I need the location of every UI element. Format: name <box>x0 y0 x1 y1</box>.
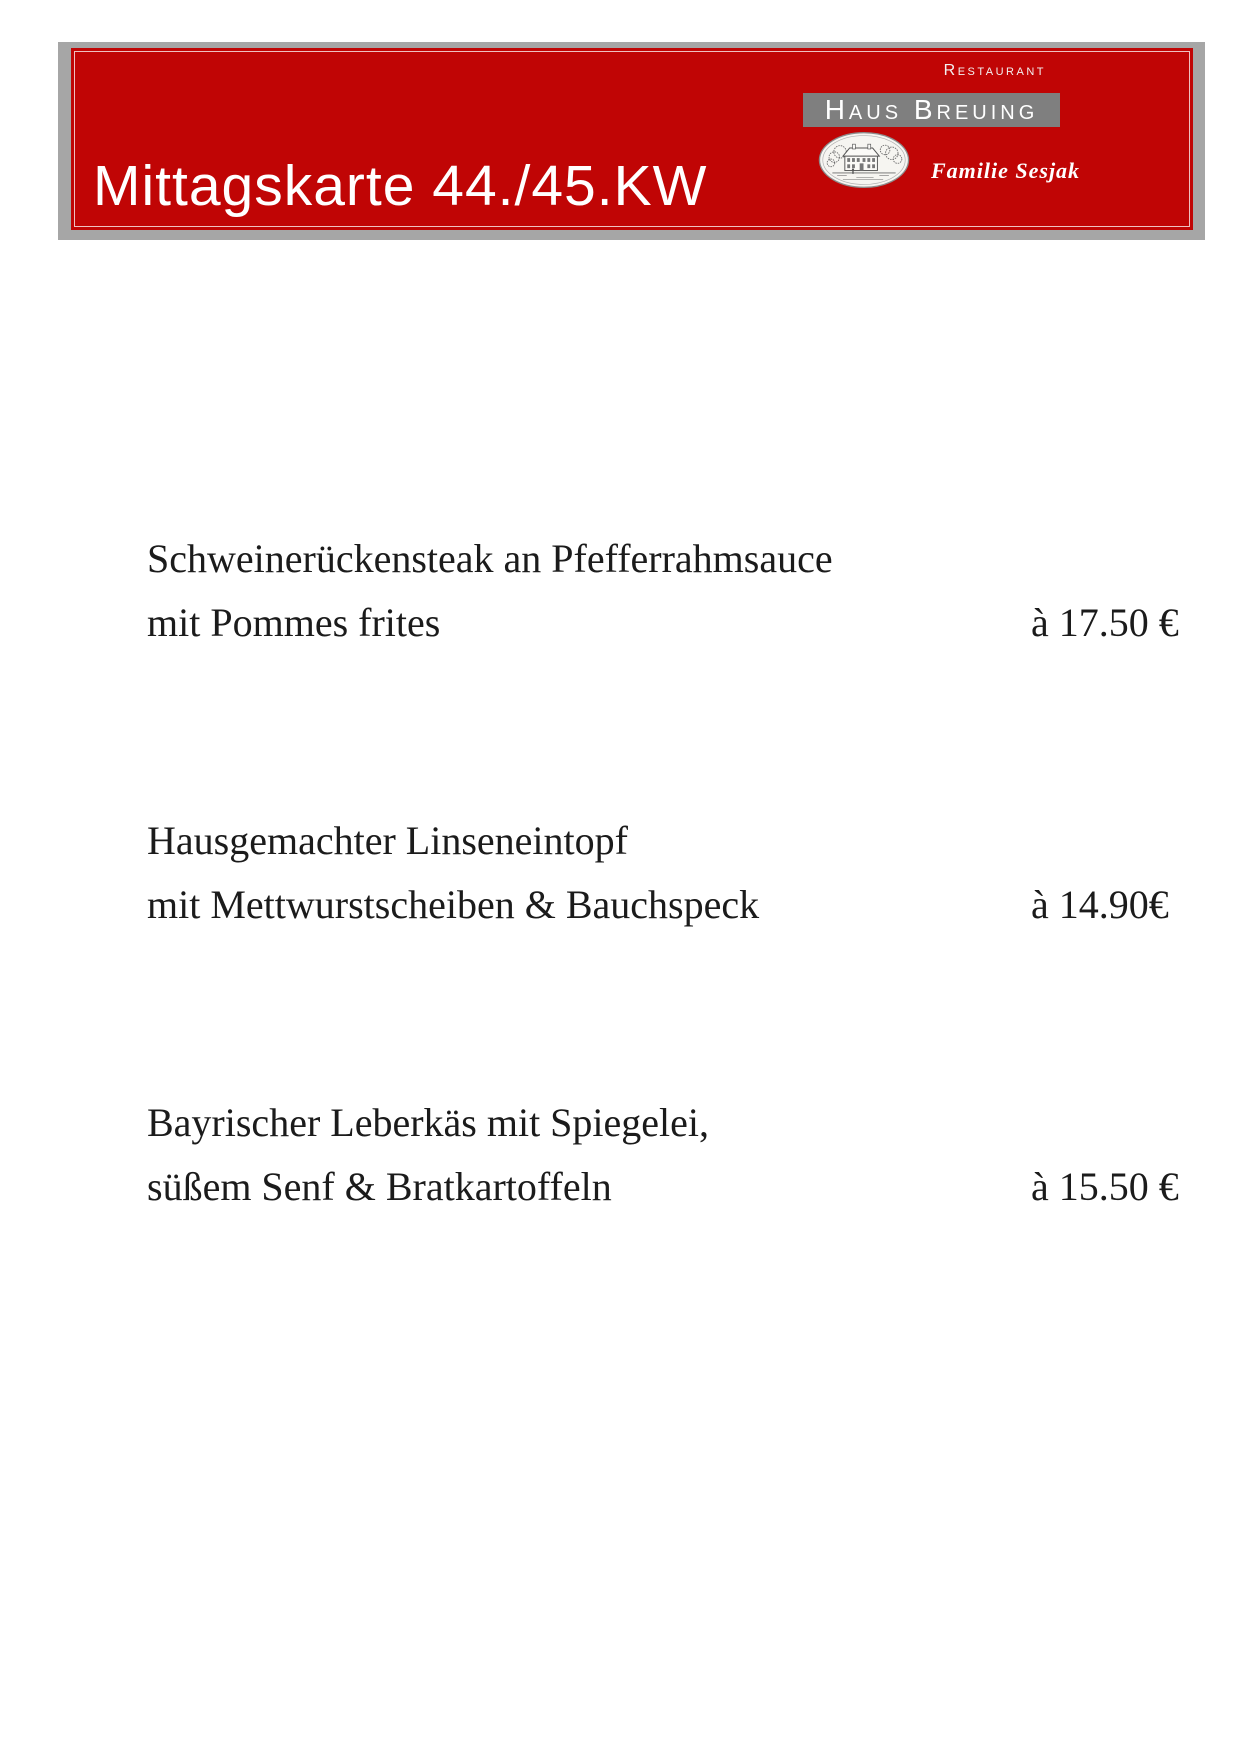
dish-side: mit Mettwurstscheiben & Bauchspeck <box>147 882 760 927</box>
menu-item <box>147 535 1192 647</box>
menu-item <box>147 1099 1192 1211</box>
banner-background <box>71 48 1193 230</box>
dish-price: à 17.50 € <box>1031 600 1179 645</box>
restaurant-label: Restaurant <box>943 62 1046 79</box>
menu-item <box>147 817 1192 929</box>
dish-name: Schweinerückensteak an Pfefferrahmsauce <box>147 536 833 581</box>
dish-name: Hausgemachter Linseneintopf <box>147 818 628 863</box>
header-banner <box>58 42 1205 240</box>
restaurant-name: Haus Breuing <box>824 94 1039 125</box>
family-signature: Familie Sesjak <box>931 158 1081 183</box>
restaurant-name-plate <box>803 93 1060 127</box>
dish-name: Bayrischer Leberkäs mit Spiegelei, <box>147 1100 710 1145</box>
page-title: Mittagskarte 44./45.KW <box>93 154 708 218</box>
dish-price: à 14.90€ <box>1031 882 1169 927</box>
dish-price: à 15.50 € <box>1031 1164 1179 1209</box>
house-engraving-logo-icon <box>818 131 910 189</box>
dish-side: mit Pommes frites <box>147 600 441 645</box>
dish-side: süßem Senf & Bratkartoffeln <box>147 1164 612 1209</box>
